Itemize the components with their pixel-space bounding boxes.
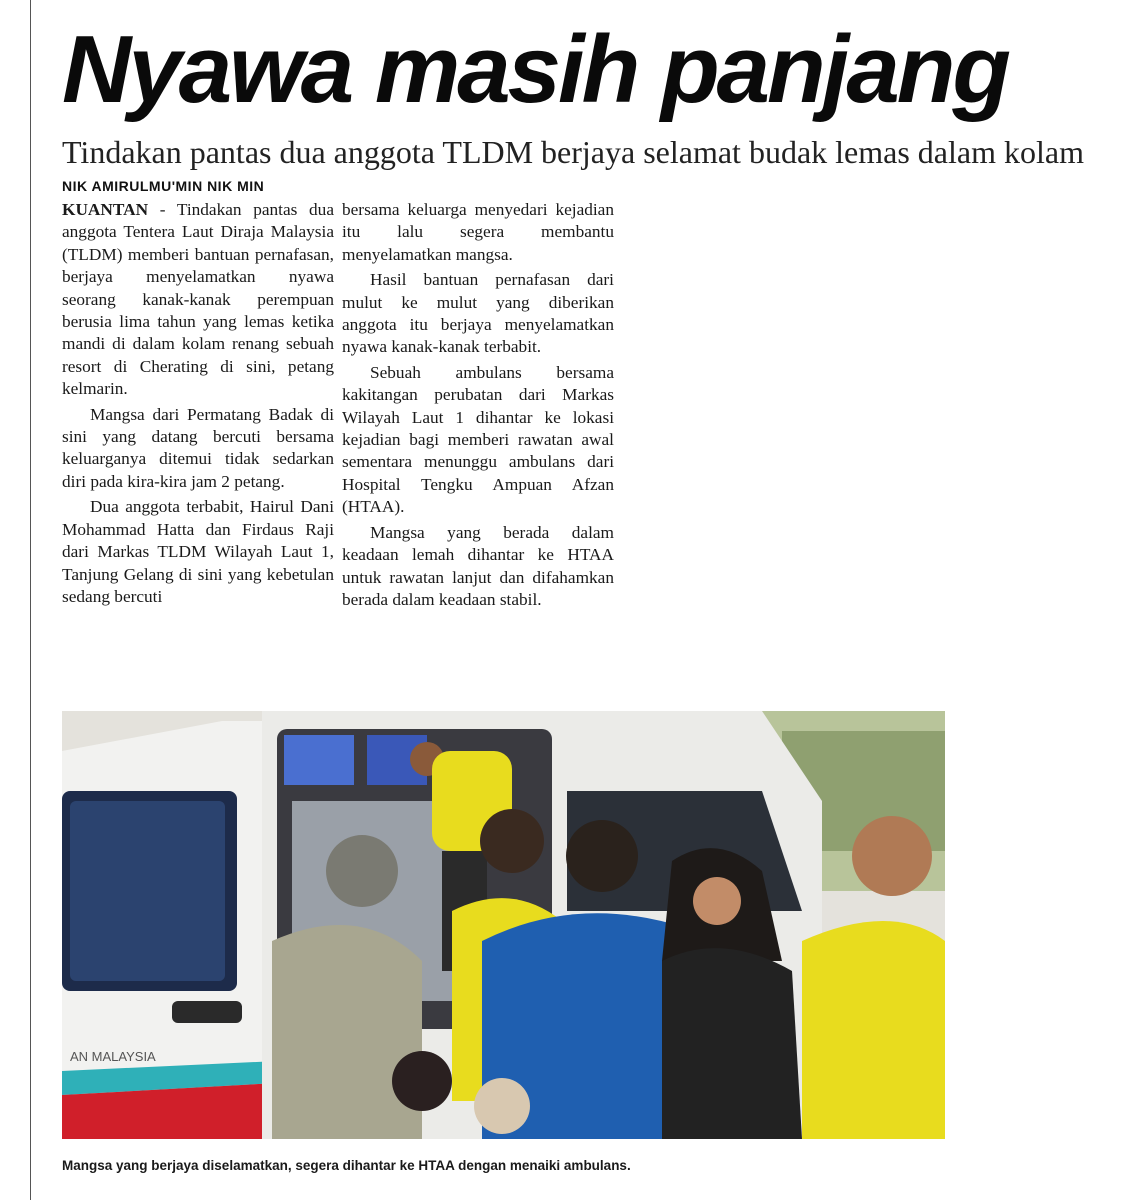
child-head — [392, 1051, 452, 1111]
photo-illustration — [62, 711, 945, 1139]
camouflage-shirt — [272, 925, 422, 1139]
person-head — [326, 835, 398, 907]
article-column-2 — [342, 199, 614, 611]
person-head — [852, 816, 932, 896]
person-face — [693, 877, 741, 925]
page-left-rule — [30, 0, 31, 1200]
article-paragraph — [62, 199, 334, 401]
yellow-shirt — [802, 921, 945, 1139]
child-head — [474, 1078, 530, 1134]
news-photo — [62, 711, 945, 1139]
article-paragraph: Mangsa yang berada dalam keadaan lemah dihantar ke HTAA untuk rawatan lanjut dan difahamkan berada dalam keadaan stabil. — [342, 522, 614, 609]
byline: NIK AMIRULMU'MIN NIK MIN — [62, 178, 265, 194]
vehicle-lettering: AN MALAYSIA — [70, 1049, 156, 1064]
article-paragraph: Sebuah ambulans bersama kakitangan perubatan dari Markas Wilayah Laut 1 dihantar ke lokasi kejadian bagi memberi rawatan awal sementara menunggu ambulans dari Hospital Tengku Ampuan Afzan (HTAA). — [342, 362, 614, 517]
window-reflection — [70, 801, 225, 981]
paragraph-text: - Tindakan pantas dua anggota Tentera Laut Diraja Malaysia (TLDM) memberi bantuan pernafasan, berjaya menyelamatkan nyawa seorang kanak-kanak perempuan berusia lima tahun yang lemas ketika mandi di dalam kolam renang sebuah resort di Cherating di sini, petang kelmarin. — [62, 200, 334, 399]
article-paragraph: Hasil bantuan pernafasan dari mulut ke mulut yang diberikan anggota itu berjaya menyelamatkan nyawa kanak-kanak terbabit. — [342, 270, 614, 357]
photo-caption: Mangsa yang berjaya diselamatkan, segera dihantar ke HTAA dengan menaiki ambulans. — [62, 1158, 631, 1173]
article-paragraph: Dua anggota terbabit, Hairul Dani Mohammad Hatta dan Firdaus Raji dari Markas TLDM Wilayah Laut 1, Tanjung Gelang di sini yang kebetulan sedang bercuti — [62, 497, 334, 606]
door-handle — [172, 1001, 242, 1023]
dark-clothing — [662, 948, 802, 1139]
dateline: KUANTAN — [62, 200, 149, 219]
person-head — [566, 820, 638, 892]
person-head — [480, 809, 544, 873]
interior-panel — [284, 735, 354, 785]
article-paragraph: bersama keluarga menyedari kejadian itu lalu segera membantu menyelamatkan mangsa. — [342, 200, 614, 264]
headline: Nyawa masih panjang — [62, 16, 1008, 123]
subheadline: Tindakan pantas dua anggota TLDM berjaya selamat budak lemas dalam kolam — [62, 134, 1084, 170]
article-column-1 — [62, 199, 334, 608]
article-paragraph: Mangsa dari Permatang Badak di sini yang datang bercuti bersama keluarganya ditemui tidak sedarkan diri pada kira-kira jam 2 petang. — [62, 404, 334, 491]
